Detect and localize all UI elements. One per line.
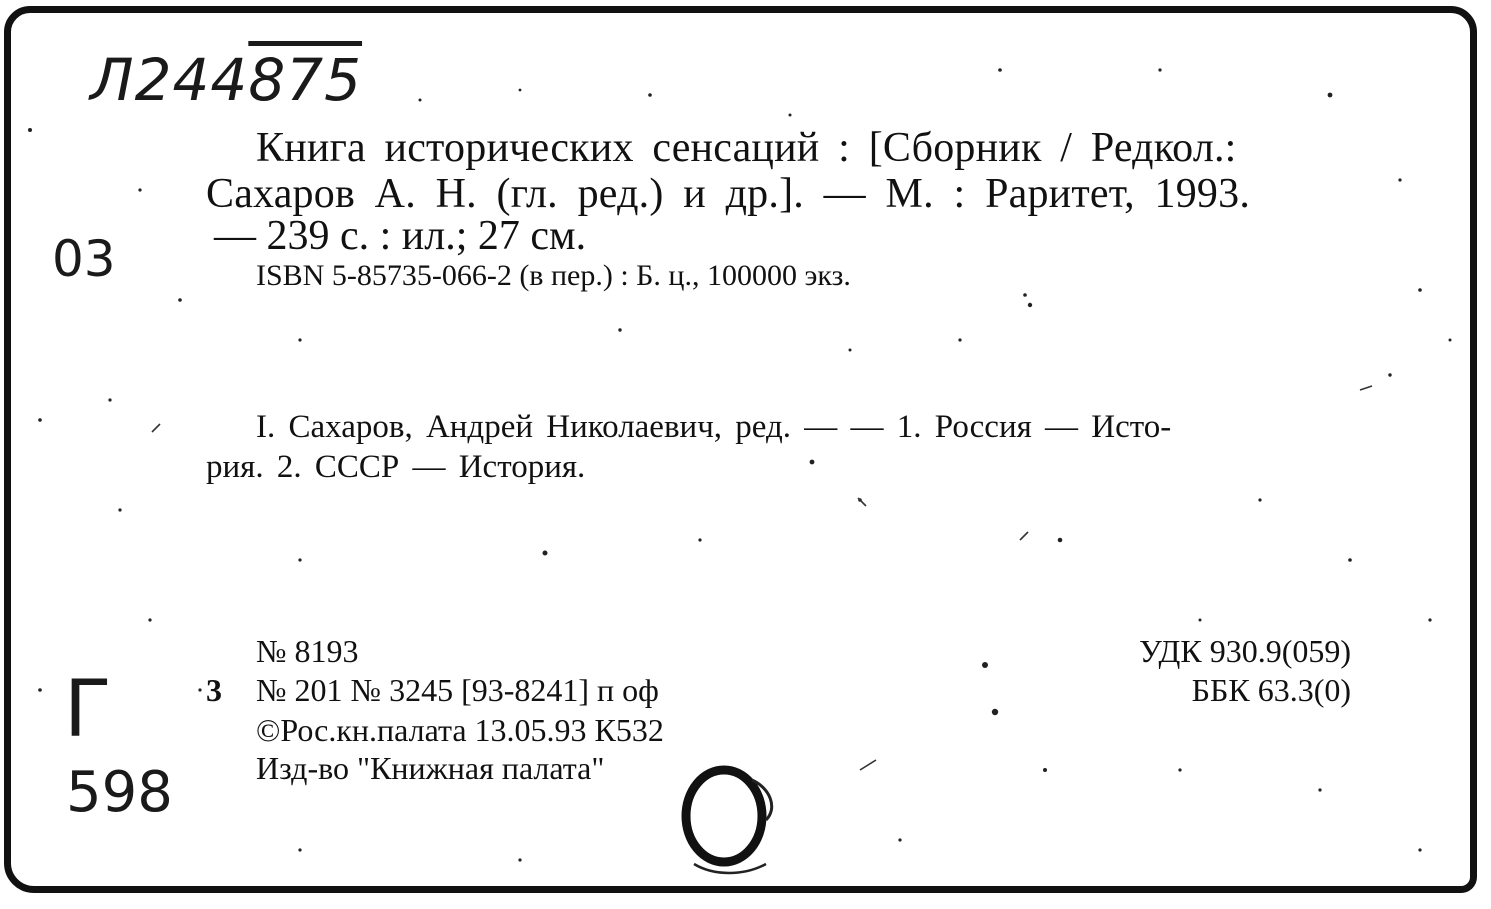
author-mark-letter: Г (64, 665, 112, 755)
author-mark-number: 598 (66, 760, 173, 825)
title-line-1: Книга исторических сенсаций : [Сборник / Редкол.: (256, 125, 1237, 171)
subject-headings-line-2: рия. 2. СССР — История. (206, 449, 586, 485)
order-number: № 8193 (256, 633, 359, 669)
udk-code: УДК 930.9(059) (1139, 633, 1351, 669)
order-details (206, 672, 659, 709)
title-line-2: Сахаров А. Н. (гл. ред.) и др.]. — М. : Раритет, 1993. (206, 171, 1251, 217)
bbk-code: ББК 63.3(0) (1191, 672, 1351, 708)
title-line-3: — 239 с. : ил.; 27 см. (214, 213, 587, 259)
copy-count: 3 (206, 672, 222, 708)
copyright-line: ©Рос.кн.палата 13.05.93 К532 (256, 712, 664, 748)
inventory-number: Л244875 (90, 46, 363, 114)
shelf-mark: 03 (52, 230, 116, 288)
punch-hole-icon (674, 760, 784, 880)
order-details-text: № 201 № 3245 [93-8241] п оф (256, 672, 659, 708)
isbn-line: ISBN 5-85735-066-2 (в пер.) : Б. ц., 100000 экз. (256, 259, 851, 292)
subject-headings-line-1: I. Сахаров, Андрей Николаевич, ред. — — 1. Россия — Исто- (256, 409, 1172, 445)
publisher-line: Изд-во "Книжная палата" (256, 750, 605, 786)
